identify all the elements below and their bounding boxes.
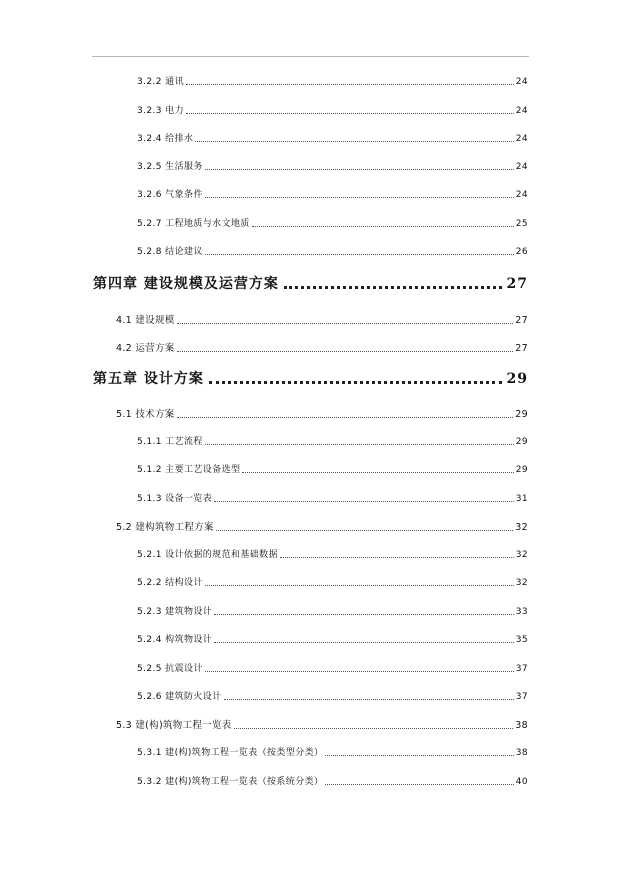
dot-leader (214, 642, 514, 643)
toc-entry[interactable] (137, 187, 528, 200)
dot-leader (205, 197, 514, 198)
toc-title: 生活服务 (165, 162, 203, 172)
toc-page-number: 24 (515, 106, 528, 116)
toc-title: 建(构)筑物工程一览表 (135, 720, 232, 731)
toc-title: 抗震设计 (165, 664, 203, 674)
toc-page-number: 40 (515, 777, 528, 787)
toc-entry[interactable] (137, 216, 528, 229)
dot-leader (205, 444, 514, 445)
dot-leader (216, 530, 514, 531)
toc-title: 工程地质与水文地质 (165, 219, 250, 229)
toc-title: 电力 (165, 106, 184, 116)
toc-number: 5.3.2 (137, 777, 162, 787)
toc-title: 建筑防火设计 (165, 692, 222, 702)
dot-leader (214, 614, 514, 615)
toc-entry[interactable] (137, 632, 528, 645)
toc-entry[interactable] (116, 340, 528, 354)
toc-title: 建(构)筑物工程一览表（按系统分类） (165, 777, 324, 787)
toc-entry[interactable] (137, 462, 528, 475)
toc-chapter-entry[interactable] (93, 273, 528, 293)
toc-entry[interactable] (137, 103, 528, 116)
dot-leader (325, 784, 513, 785)
toc-page-number: 26 (515, 247, 528, 257)
toc-page-number: 27 (515, 343, 528, 354)
toc-title: 建构筑物工程方案 (135, 522, 214, 533)
toc-page-number: 31 (515, 494, 528, 504)
dot-leader (242, 472, 513, 473)
toc-entry[interactable] (137, 661, 528, 674)
toc-entry[interactable] (116, 312, 528, 326)
toc-number: 5.3 (116, 720, 133, 731)
toc-chapter-number: 第五章 (93, 371, 138, 387)
toc-page-number: 33 (515, 607, 528, 617)
toc-number: 5.2.1 (137, 550, 162, 560)
toc-title: 给排水 (165, 134, 194, 144)
toc-page-number: 38 (515, 720, 528, 731)
dot-leader (234, 728, 514, 729)
dot-leader (252, 226, 514, 227)
toc-title: 设计依据的规范和基础数据 (165, 550, 278, 560)
toc-number: 5.3.1 (137, 748, 162, 758)
toc-number: 5.1 (116, 409, 133, 420)
toc-number: 3.2.4 (137, 134, 162, 144)
toc-entry[interactable] (116, 406, 528, 420)
toc-entry[interactable] (137, 491, 528, 504)
toc-number: 5.2 (116, 522, 133, 533)
dot-leader (186, 113, 514, 114)
dot-leader (177, 323, 514, 324)
header-rule (92, 56, 529, 57)
toc-page-number: 27 (515, 315, 528, 326)
toc-title: 结构设计 (165, 578, 203, 588)
dot-leader (177, 417, 514, 418)
toc-entry[interactable] (137, 434, 528, 447)
toc-page-number: 32 (515, 522, 528, 533)
toc-title: 建(构)筑物工程一览表（按类型分类） (165, 748, 324, 758)
toc-chapter-title: 建设规模及运营方案 (143, 276, 279, 292)
dot-leader (205, 169, 514, 170)
dot-leader (205, 671, 514, 672)
toc-title: 结论建议 (165, 247, 203, 257)
toc-page-number: 29 (515, 465, 528, 475)
toc-number: 5.1.1 (137, 437, 162, 447)
toc-page-number: 24 (515, 134, 528, 144)
toc-number: 3.2.6 (137, 190, 162, 200)
toc-number: 3.2.5 (137, 162, 162, 172)
toc-number: 5.2.3 (137, 607, 162, 617)
toc-chapter-entry[interactable] (93, 368, 528, 388)
toc-entry[interactable] (137, 244, 528, 257)
toc-entry[interactable] (137, 131, 528, 144)
toc-chapter-number: 第四章 (93, 276, 138, 292)
dot-leader (224, 699, 514, 700)
dot-leader (186, 84, 514, 85)
toc-page-number: 24 (515, 190, 528, 200)
toc-title: 构筑物设计 (165, 635, 213, 645)
dot-leader (325, 755, 513, 756)
toc-number: 5.2.7 (137, 219, 162, 229)
toc-title: 工艺流程 (165, 437, 203, 447)
toc-entry[interactable] (137, 745, 528, 758)
toc-number: 5.1.3 (137, 494, 162, 504)
toc-page-number: 32 (515, 550, 528, 560)
dot-leader (205, 585, 514, 586)
toc-number: 5.2.6 (137, 692, 162, 702)
toc-page-number: 29 (515, 437, 528, 447)
toc-chapter-title: 设计方案 (143, 371, 204, 387)
toc-page-number: 37 (515, 664, 528, 674)
toc-number: 4.2 (116, 343, 133, 354)
toc-page-number: 25 (515, 219, 528, 229)
dot-leader (209, 381, 502, 384)
dot-leader (214, 501, 514, 502)
dot-leader (284, 286, 502, 289)
dot-leader (205, 254, 514, 255)
toc-number: 3.2.3 (137, 106, 162, 116)
toc-entry[interactable] (137, 604, 528, 617)
toc-title: 主要工艺设备选型 (165, 465, 241, 475)
toc-page-number: 38 (515, 748, 528, 758)
toc-entry[interactable] (137, 74, 528, 87)
toc-entry[interactable] (137, 575, 528, 588)
toc-title: 运营方案 (135, 343, 175, 354)
toc-number: 5.2.5 (137, 664, 162, 674)
toc-entry[interactable] (137, 774, 528, 787)
toc-title: 建筑物设计 (165, 607, 213, 617)
toc-entry[interactable] (116, 717, 528, 731)
toc-number: 4.1 (116, 315, 133, 326)
toc-entry[interactable] (137, 689, 528, 702)
toc-entry[interactable] (137, 159, 528, 172)
toc-number: 5.2.2 (137, 578, 162, 588)
toc-entry[interactable] (137, 547, 528, 560)
toc-number: 5.1.2 (137, 465, 162, 475)
toc-page-number: 24 (515, 77, 528, 87)
dot-leader (195, 141, 513, 142)
toc-page-number: 32 (515, 578, 528, 588)
toc-entry[interactable] (116, 519, 528, 533)
toc-title: 建设规模 (135, 315, 175, 326)
toc-title: 气象条件 (165, 190, 203, 200)
toc-title: 设备一览表 (165, 494, 213, 504)
toc-page-number: 27 (506, 276, 528, 292)
toc-page-number: 35 (515, 635, 528, 645)
toc-title: 通讯 (165, 77, 184, 87)
toc-number: 5.2.4 (137, 635, 162, 645)
toc-number: 3.2.2 (137, 77, 162, 87)
dot-leader (177, 351, 514, 352)
toc-page-number: 37 (515, 692, 528, 702)
toc-page-number: 29 (506, 371, 528, 387)
dot-leader (280, 557, 514, 558)
toc-page-number: 24 (515, 162, 528, 172)
toc-page-number: 29 (515, 409, 528, 420)
toc-number: 5.2.8 (137, 247, 162, 257)
toc-title: 技术方案 (135, 409, 175, 420)
